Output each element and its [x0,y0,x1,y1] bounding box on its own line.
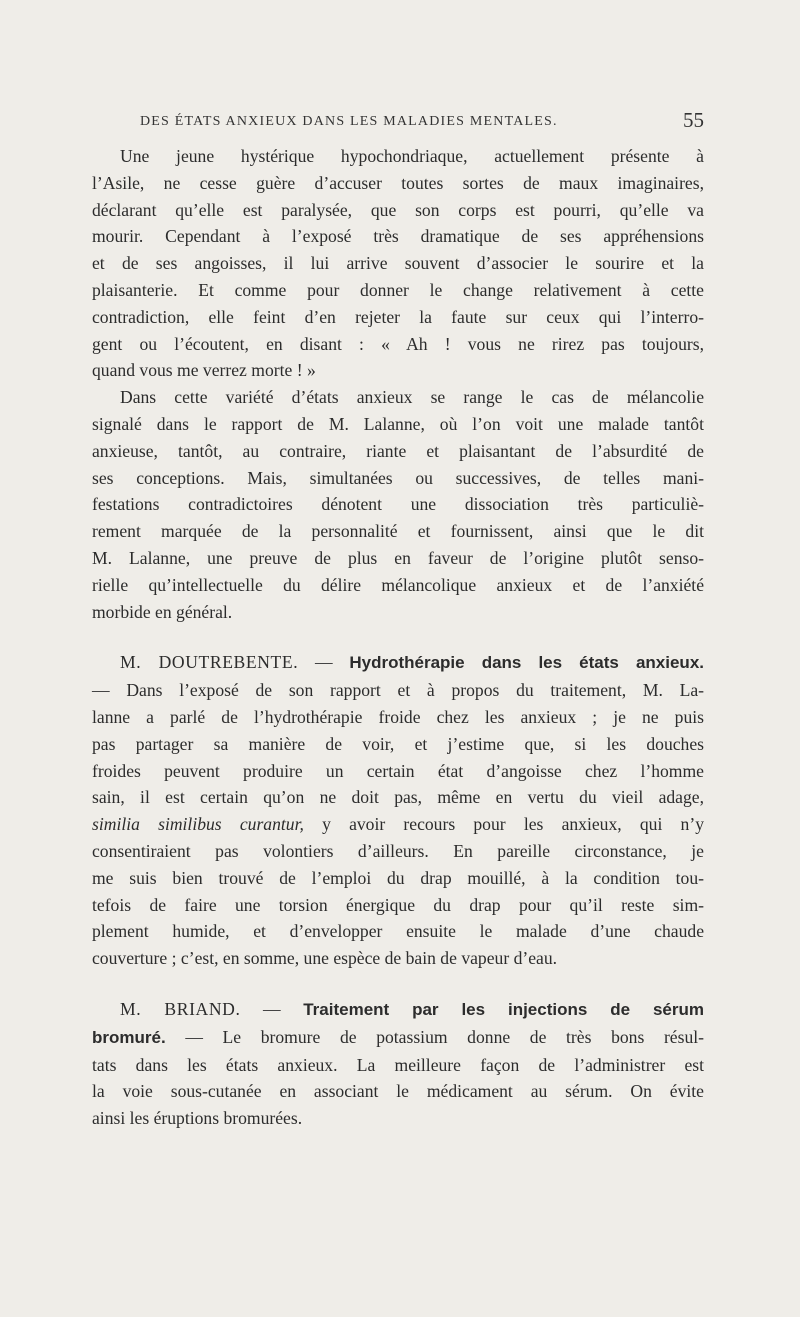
paragraph-hysteria-case [92,143,704,384]
section-title: Traitement par les injections de sérum [303,999,704,1019]
text-line: déclarant qu’elle est paralysée, que son corps est pourri, qu’elle va [92,199,704,220]
speaker-name: M. DOUTREBENTE. [120,652,299,673]
text-line: ses conceptions. Mais, simultanées ou successives, de telles mani- [92,467,704,488]
text-line: froides peuvent produire un certain état d’angoisse chez l’homme [92,760,704,781]
running-title: DES ÉTATS ANXIEUX DANS LES MALADIES MENTALES. [140,114,558,129]
text-line: M. Lalanne, une preuve de plus en faveur de l’origine plutôt senso- [92,547,704,568]
section-title-continued: bromuré. [92,1027,166,1047]
section-gap [92,972,704,996]
text-line [92,1024,704,1052]
text-line: rement marquée de la personnalité et fournissent, ainsi que le dit [92,521,704,542]
body-text [92,143,704,1132]
section-gap [92,625,704,649]
text-line: plaisanterie. Et comme pour donner le change relativement à cette [92,279,704,300]
text-line: rielle qu’intellectuelle du délire mélancolique anxieux et de l’anxiété [92,574,704,595]
text-line: festations contradictoires dénotent une dissociation très particuliè- [92,494,704,515]
paragraph-melancholia [92,384,704,625]
running-head [92,108,704,136]
text-line: morbide en général. [92,601,233,622]
text-line [92,811,704,838]
section-heading-line [92,996,704,1024]
text-line: signalé dans le rapport de M. Lalanne, où l’on voit une malade tantôt [92,413,704,434]
text-line: Une jeune hystérique hypochondriaque, actuellement présente à [120,146,704,166]
text-line: plement humide, et d’envelopper ensuite le malade d’une chaude [92,921,704,942]
text-line: Dans cette variété d’états anxieux se range le cas de mélancolie [120,387,704,408]
text-line: lanne a parlé de l’hydrothérapie froide chez les anxieux ; je ne puis [92,706,704,727]
section-doutrebente [92,649,704,972]
latin-phrase: similia similibus curantur, [92,814,304,835]
text-span: y avoir recours pour les anxieux, qui n’y [303,814,704,835]
em-dash: — [298,652,350,673]
text-line: la voie sous-cutanée en associant le médicament au sérum. On évite [92,1081,704,1102]
section-heading-line [92,649,704,677]
text-line: ainsi les éruptions bromurées. [92,1108,303,1129]
text-line: et de ses angoisses, il lui arrive souvent d’associer le sourire et la [92,253,704,274]
text-line: gent ou l’écoutent, en disant : « Ah ! vous ne rirez pas toujours, [92,333,704,354]
text-line: tats dans les états anxieux. La meilleure façon de l’administrer est [92,1054,704,1075]
em-dash: — [240,998,304,1019]
text-line: tefois de faire une torsion énergique du drap pour qu’il reste sim- [92,894,704,915]
text-line: anxieuse, tantôt, au contraire, riante et plaisantant de l’absurdité de [92,440,704,461]
text-line: l’Asile, ne cesse guère d’accuser toutes sortes de maux imaginaires, [92,172,704,193]
text-line: consentiraient pas volontiers d’ailleurs. En pareille circonstance, je [92,840,704,861]
speaker-name: M. BRIAND. [120,998,241,1019]
text-line: contradiction, elle feint d’en rejeter la faute sur ceux qui l’interro- [92,306,704,327]
text-line: couverture ; c’est, en somme, une espèce de bain de vapeur d’eau. [92,948,558,969]
text-line: me suis bien trouvé de l’emploi du drap mouillé, à la condition tou- [92,867,704,888]
page-number: 55 [683,108,704,132]
text-line: sain, il est certain qu’on ne doit pas, même en vertu du vieil adage, [92,787,704,808]
text-span: — Le bromure de potassium donne de très bons résul- [165,1026,704,1047]
text-line: mourir. Cependant à l’exposé très dramatique de ses appréhensions [92,226,704,247]
text-line: quand vous me verrez morte ! » [92,360,316,381]
text-line: — Dans l’exposé de son rapport et à propos du traitement, M. La- [92,680,704,701]
section-title: Hydrothérapie dans les états anxieux. [349,653,704,673]
section-briand [92,996,704,1132]
text-line: pas partager sa manière de voir, et j’estime que, si les douches [92,733,704,754]
